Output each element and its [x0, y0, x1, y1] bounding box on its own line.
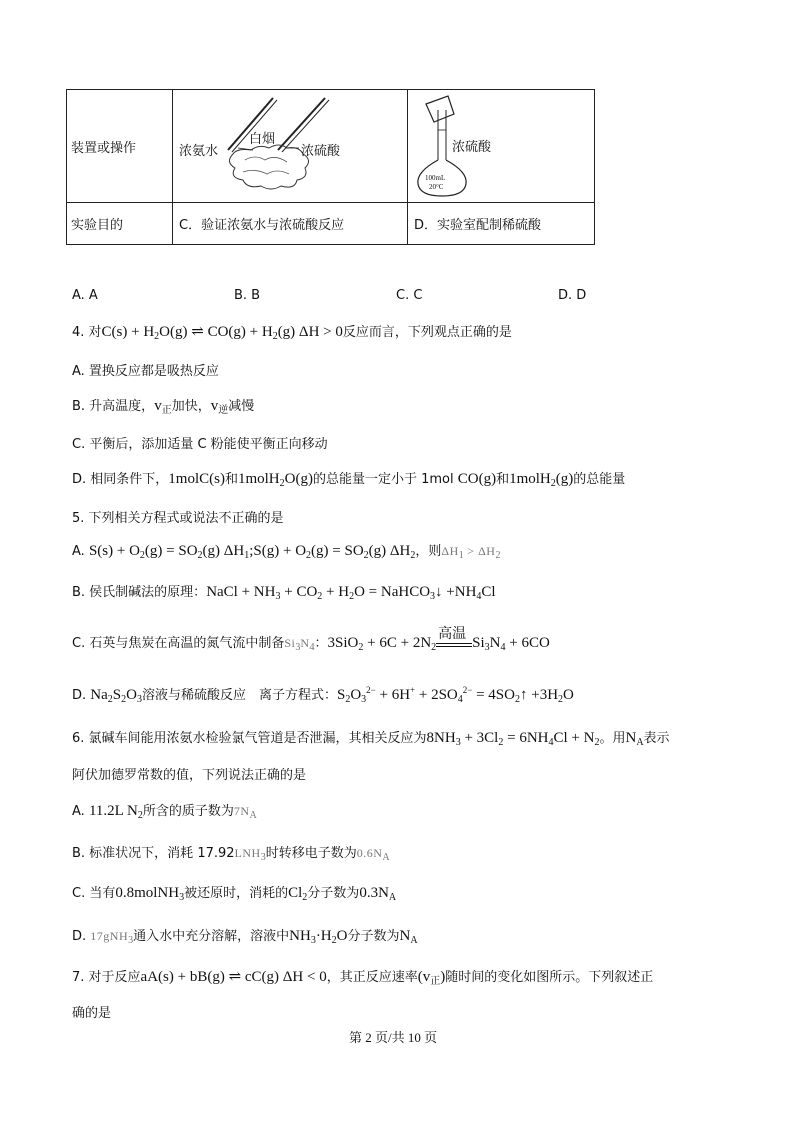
q3-option-b[interactable]: B. B: [234, 288, 261, 303]
q3-option-d[interactable]: D. D: [558, 288, 587, 303]
q7-stem-line1: 7. 对于反应aA(s) + bB(g) ⇌ cC(g) ΔH < 0，其正反应速率$(v_正)$随时间的变化如图所示。下列叙述正: [72, 969, 654, 987]
q6-option-a[interactable]: A. 11.2L $N_2$所含的质子数为$7N_A$: [72, 803, 257, 821]
q3-option-c[interactable]: C. C: [396, 288, 423, 303]
q4-option-c[interactable]: C. 平衡后，添加适量 C 粉能使平衡正向移动: [72, 437, 328, 452]
q5-option-a[interactable]: A. $S(s) + O_2(g) = SO_2(g)$ $\Delta H_1;S(g) + O_2(g) = SO_2(g)$ $\Delta H_2$，则$\Delta H_1 > \Delta H_2$: [72, 543, 501, 561]
label-white-smoke: 白烟: [249, 132, 276, 147]
experiment-table: [66, 89, 595, 245]
q4-option-b[interactable]: B. 升高温度，$v_正$加快，$v_逆$减慢: [72, 398, 255, 416]
purpose-c: C．验证浓氨水与浓硫酸反应: [173, 203, 408, 245]
purpose-d: D．实验室配制稀硫酸: [408, 203, 595, 245]
q4-option-a[interactable]: A. 置换反应都是吸热反应: [72, 364, 219, 379]
q6-option-d[interactable]: D. 17gNH$_3$通入水中充分溶解，溶液中$NH_3\cdot H_2O$分子数为$N_A$: [72, 928, 418, 946]
page-footer: 第 2 页/共 10 页: [349, 1030, 438, 1045]
q6-option-b[interactable]: B. 标准状况下，消耗 $17.92LNH_3$时转移电子数为$0.6N_A$: [72, 846, 390, 863]
row-label-apparatus: 装置或操作: [67, 90, 173, 203]
q5-option-b[interactable]: B. 侯氏制碱法的原理：NaCl + $NH_3 + CO_2 + H_2O$ = NaHCO$_3$↓ $+NH_4Cl$: [72, 584, 496, 602]
high-temp-condition: 高温: [436, 643, 472, 653]
row-label-purpose: 实验目的: [67, 203, 173, 245]
q6-option-c[interactable]: C. 当有0.8molNH$_3$被还原时，消耗的$Cl_2$分子数为$0.3N_A$: [72, 885, 397, 903]
label-conc-sulfuric: 浓硫酸: [301, 144, 341, 159]
q5-option-d[interactable]: D. $Na_2S_2O_3$溶液与稀硫酸反应 离子方程式：$S_2O_3^{2-} + 6H^+ + 2SO_4^{2-}$ = $4SO_2↑ +3H_2O$: [72, 685, 574, 705]
label-ammonia: 浓氨水: [179, 144, 219, 159]
cell-c-apparatus: [173, 90, 408, 203]
flask-volume-text: 100mL: [425, 174, 446, 182]
q5-stem: 5. 下列相关方程式或说法不正确的是: [72, 511, 284, 526]
q4-option-d[interactable]: D. 相同条件下，1molC(s)和1molH$_2$O(g)的总能量一定小于 1mol CO(g)和1molH$_2$(g)的总能量: [72, 471, 626, 489]
flask-temp-text: 20°C: [429, 183, 444, 191]
q3-option-a[interactable]: A. A: [72, 288, 98, 303]
label-flask-acid: 浓硫酸: [452, 140, 492, 155]
q6-stem-line2: 阿伏加德罗常数的值，下列说法正确的是: [72, 768, 307, 783]
q6-stem-line1: 6. 氯碱车间能用浓氨水检验氯气管道是否泄漏，其相关反应为$8NH_3 + 3Cl_2 = 6NH_4Cl + N_2$。用$N_A$表示: [72, 730, 670, 748]
q5-option-c[interactable]: C. 石英与焦炭在高温的氮气流中制备$Si_3N_4$：$3SiO_2 + 6C + 2N_2$ 高温 $Si_3N_4 + 6CO$: [72, 627, 550, 653]
q7-stem-line2: 确的是: [72, 1006, 112, 1021]
q4-stem: 4. 对$C(s) + H_2O(g)$ ⇌ $CO(g) + H_2(g) \Delta H > 0$反应而言，下列观点正确的是: [72, 324, 512, 342]
cell-d-apparatus: [408, 90, 595, 203]
